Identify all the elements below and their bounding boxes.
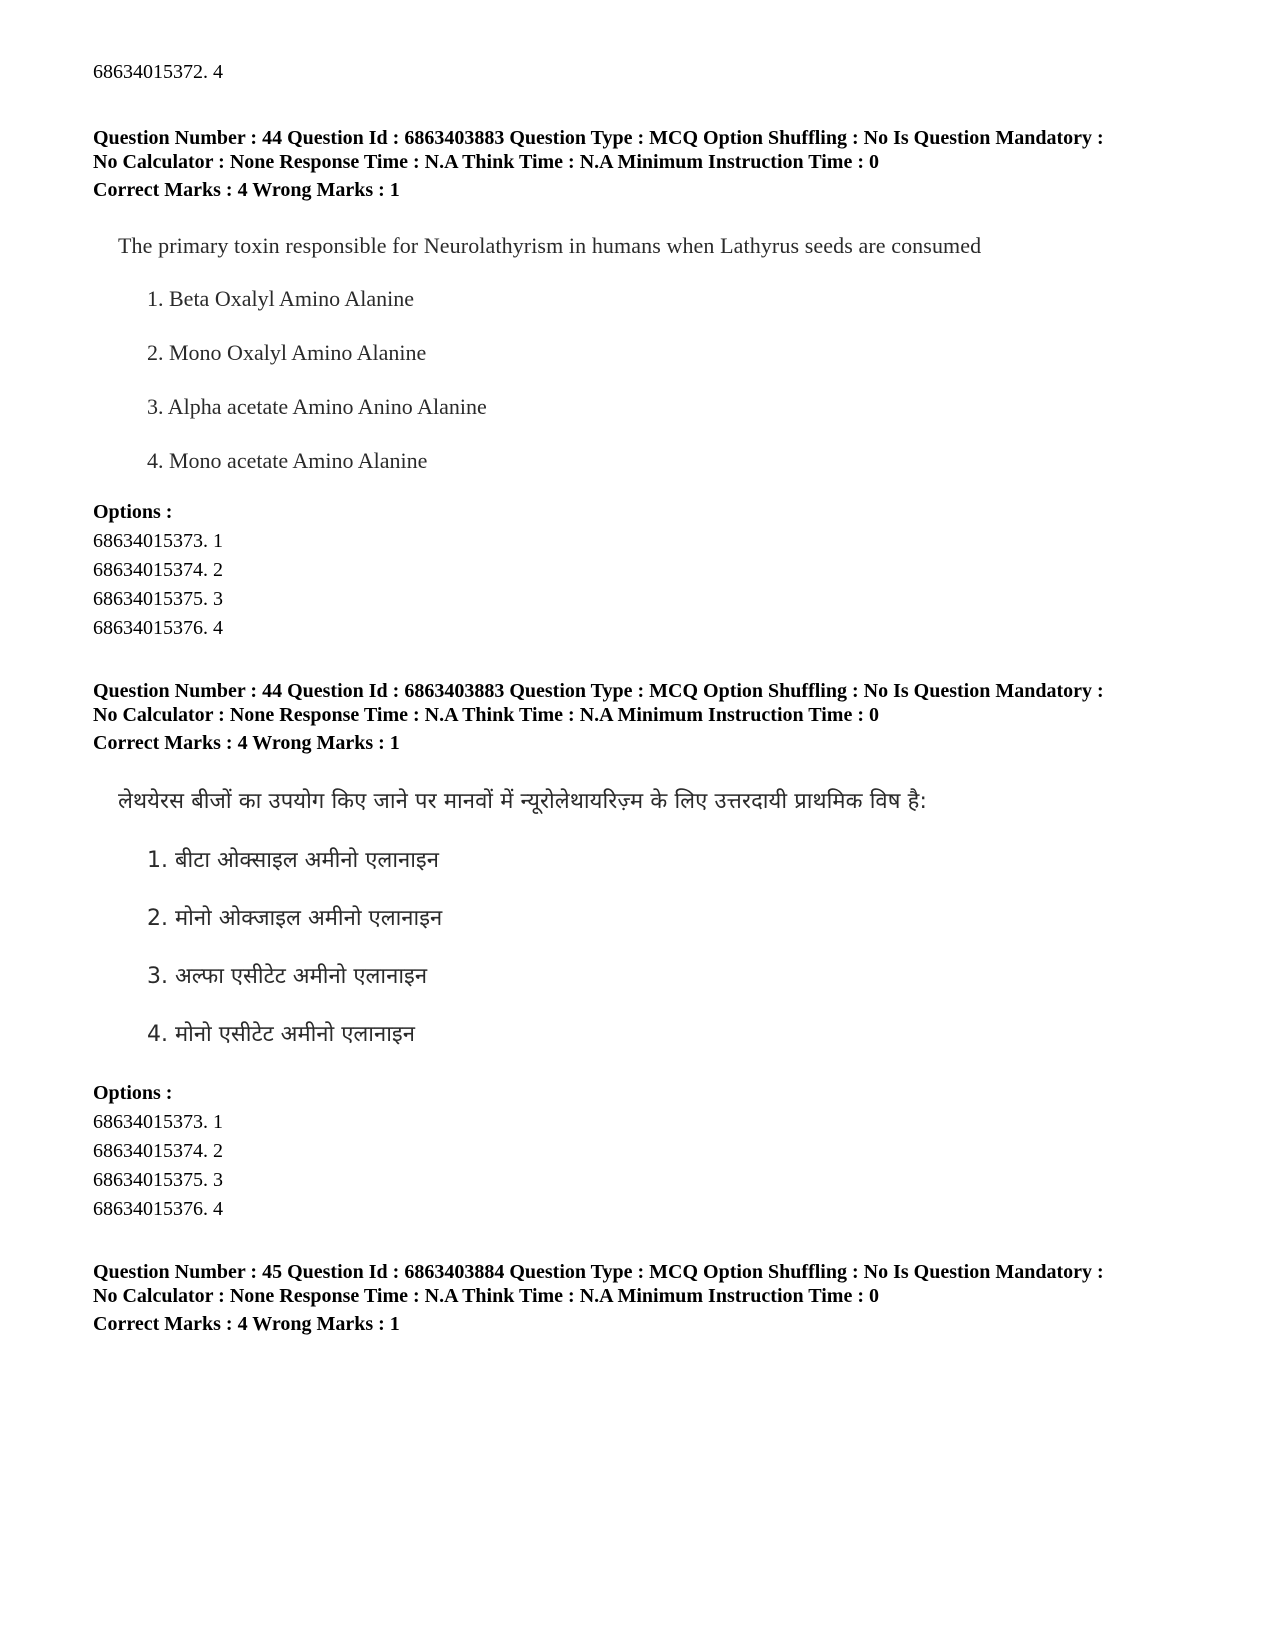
answer-choice: 3. Alpha acetate Amino Anino Alanine — [147, 394, 487, 419]
answer-choice: 2. मोनो ओक्जाइल अमीनो एलानाइन — [147, 906, 443, 931]
question-text: लेथयेरस बीजों का उपयोग किए जाने पर मानवों में न्यूरोलेथायरिज़्म के लिए उत्तरदायी प्राथमिक विष है: — [118, 789, 927, 814]
options-heading: Options : — [93, 1082, 173, 1104]
answer-choice: 2. Mono Oxalyl Amino Alanine — [147, 340, 427, 365]
question-header-line1: Question Number : 45 Question Id : 6863403884 Question Type : MCQ Option Shuffling : No Is Question Mandatory : — [93, 1261, 1104, 1283]
answer-choice: 1. Beta Oxalyl Amino Alanine — [147, 286, 415, 311]
question-header-line1: Question Number : 44 Question Id : 6863403883 Question Type : MCQ Option Shuffling : No Is Question Mandatory : — [93, 680, 1104, 702]
answer-choice: 4. मोनो एसीटेट अमीनो एलानाइन — [147, 1022, 415, 1047]
question-header-line2: No Calculator : None Response Time : N.A Think Time : N.A Minimum Instruction Time : 0 — [93, 704, 879, 726]
answer-choice: 1. बीटा ओक्साइल अमीनो एलानाइन — [147, 848, 439, 873]
question-marks: Correct Marks : 4 Wrong Marks : 1 — [93, 732, 400, 754]
question-marks: Correct Marks : 4 Wrong Marks : 1 — [93, 179, 400, 201]
question-header-line2: No Calculator : None Response Time : N.A Think Time : N.A Minimum Instruction Time : 0 — [93, 1285, 879, 1307]
option-id-line: 68634015376. 4 — [93, 617, 223, 639]
question-header-line1: Question Number : 44 Question Id : 6863403883 Question Type : MCQ Option Shuffling : No Is Question Mandatory : — [93, 127, 1104, 149]
option-id-line: 68634015374. 2 — [93, 1140, 223, 1162]
answer-choice: 4. Mono acetate Amino Alanine — [147, 448, 428, 473]
option-id-line: 68634015374. 2 — [93, 559, 223, 581]
question-text: The primary toxin responsible for Neurolathyrism in humans when Lathyrus seeds are consumed — [118, 233, 982, 258]
previous-option-line: 68634015372. 4 — [93, 61, 223, 83]
option-id-line: 68634015376. 4 — [93, 1198, 223, 1220]
answer-choice: 3. अल्फा एसीटेट अमीनो एलानाइन — [147, 964, 428, 989]
option-id-line: 68634015375. 3 — [93, 588, 223, 610]
question-marks: Correct Marks : 4 Wrong Marks : 1 — [93, 1313, 400, 1335]
question-header-line2: No Calculator : None Response Time : N.A Think Time : N.A Minimum Instruction Time : 0 — [93, 151, 879, 173]
option-id-line: 68634015373. 1 — [93, 530, 223, 552]
option-id-line: 68634015373. 1 — [93, 1111, 223, 1133]
options-heading: Options : — [93, 501, 173, 523]
option-id-line: 68634015375. 3 — [93, 1169, 223, 1191]
